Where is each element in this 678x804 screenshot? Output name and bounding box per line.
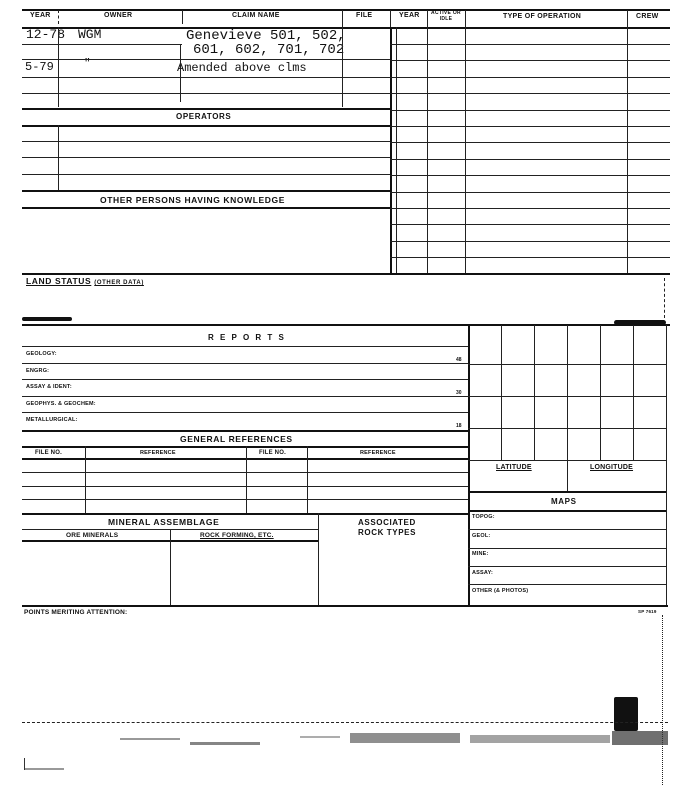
operators-title: OPERATORS: [176, 112, 232, 121]
maps-row-mine: MINE:: [472, 551, 489, 557]
col-header-year: YEAR: [30, 12, 51, 19]
entry-1-owner: WGM: [78, 27, 102, 42]
entry-2-claim: Amended above clms: [177, 61, 307, 75]
longitude-label: LONGITUDE: [590, 464, 634, 471]
header-bottom-border: [22, 27, 670, 29]
col-header-type-of-operation: TYPE OF OPERATION: [503, 13, 582, 20]
report-label-geology: GEOLOGY:: [26, 351, 57, 357]
gr-col-reference: REFERENCE: [140, 450, 176, 456]
report-num-assay: 30: [456, 390, 462, 396]
rock-forming-label: ROCK FORMING, ETC.: [200, 532, 274, 539]
col-header-file: FILE: [356, 12, 373, 19]
points-meriting-attention-title: POINTS MERITING ATTENTION:: [24, 609, 128, 616]
gr-col-file-no: FILE NO.: [35, 450, 62, 456]
entry-1-date: 12-78: [26, 27, 66, 42]
gr-col-file-no2: FILE NO.: [259, 450, 286, 456]
entry-2-date: 5-79: [25, 60, 54, 74]
ore-minerals-label: ORE MINERALS: [66, 532, 119, 539]
report-label-geophys: GEOPHYS. & GEOCHEM:: [26, 401, 96, 407]
entry-1-claim-line1: Genevieve 501, 502,: [186, 28, 346, 44]
general-references-title: GENERAL REFERENCES: [180, 434, 293, 444]
report-label-assay: ASSAY & IDENT:: [26, 384, 72, 390]
mineral-assemblage-title: MINERAL ASSEMBLAGE: [108, 517, 220, 527]
col-header-claim-name: CLAIM NAME: [232, 12, 280, 19]
reports-title: R E P O R T S: [208, 333, 286, 342]
land-status-title: LAND STATUS (OTHER DATA): [26, 276, 144, 286]
other-persons-title: OTHER PERSONS HAVING KNOWLEDGE: [100, 195, 286, 205]
report-label-engrg: ENGRG:: [26, 368, 50, 374]
latitude-label: LATITUDE: [496, 464, 532, 471]
report-label-metallurgical: METALLURGICAL:: [26, 417, 78, 423]
rock-types-label: ROCK TYPES: [358, 528, 417, 537]
report-num-geology: 48: [456, 357, 462, 363]
report-num-metallurgical: 18: [456, 423, 462, 429]
maps-title: MAPS: [551, 497, 577, 506]
associated-label: ASSOCIATED: [358, 518, 416, 527]
col-header-year2: YEAR: [399, 12, 420, 19]
entry-1-claim-line2: 601, 602, 701, 702: [193, 42, 345, 58]
col-header-active-idle: ACTIVE OR IDLE: [431, 10, 461, 22]
col-header-crew: CREW: [636, 13, 659, 20]
entry-2-owner: ": [84, 58, 91, 70]
scan-artifact-block: [614, 697, 638, 731]
form-code: SP 7619: [638, 609, 657, 614]
maps-row-other: OTHER (& PHOTOS): [472, 588, 529, 594]
col-header-owner: OWNER: [104, 12, 133, 19]
top-border: [22, 9, 670, 11]
gr-col-reference2: REFERENCE: [360, 450, 396, 456]
maps-row-geol: GEOL:: [472, 533, 491, 539]
maps-row-topog: TOPOG:: [472, 514, 495, 520]
maps-row-assay: ASSAY:: [472, 570, 494, 576]
scan-mark-left: [22, 317, 72, 321]
